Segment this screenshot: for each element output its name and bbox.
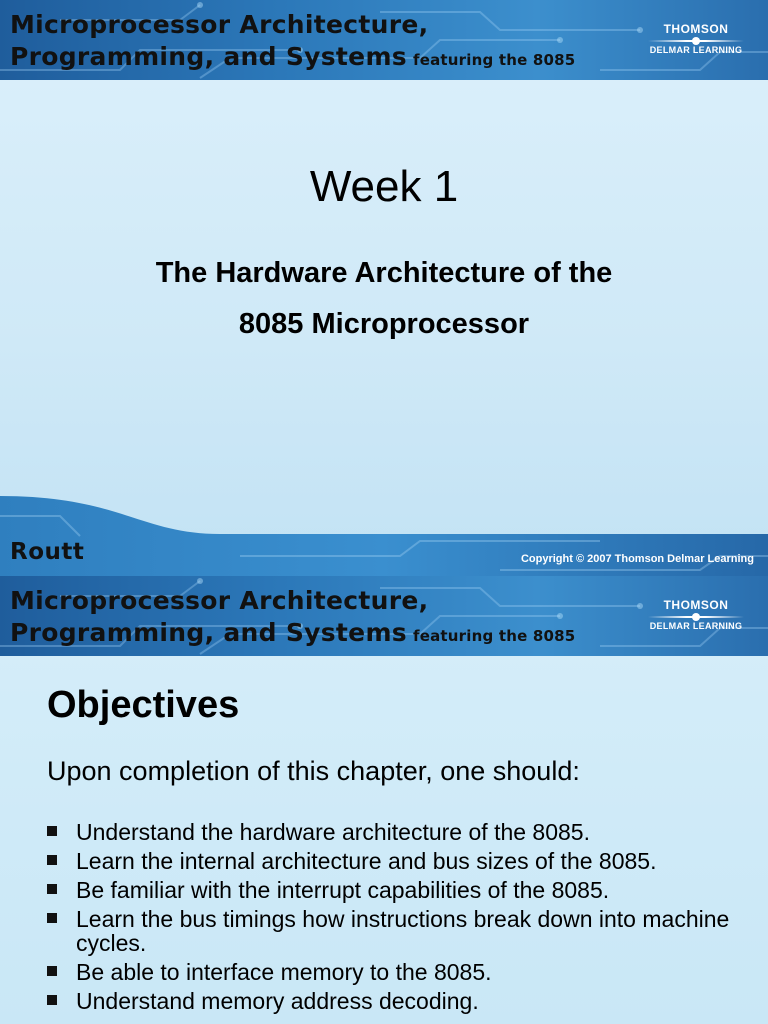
bullet-square-icon [47, 855, 57, 865]
slide-heading: Objectives [47, 684, 240, 726]
footer-copyright: Copyright © 2007 Thomson Delmar Learning [520, 553, 754, 565]
list-item-text: Be able to interface memory to the 8085. [76, 959, 492, 985]
banner-title-main: Programming, and Systems [10, 618, 407, 647]
header-banner [0, 0, 768, 80]
list-item [47, 820, 747, 844]
banner-title-line1: Microprocessor Architecture, [10, 586, 429, 615]
list-item [47, 878, 747, 902]
bullet-square-icon [47, 966, 57, 976]
list-item [47, 989, 747, 1013]
header-banner [0, 576, 768, 656]
bullet-square-icon [47, 913, 57, 923]
banner-title-line2 [10, 618, 575, 647]
list-item-text: Understand the hardware architecture of the 8085. [76, 819, 590, 845]
logo-bottom-text: DELMAR LEARNING [649, 621, 743, 631]
banner-title-featuring: featuring the 8085 [412, 627, 576, 645]
list-item-text: Learn the bus timings how instructions break down into machine cycles. [76, 906, 730, 956]
objectives-slide [0, 576, 768, 1024]
slide-subtitle-line2: 8085 Microprocessor [238, 308, 530, 340]
logo-divider [648, 40, 744, 42]
list-item [47, 960, 747, 984]
banner-title-line2 [10, 42, 575, 71]
banner-title-featuring: featuring the 8085 [412, 51, 576, 69]
objectives-list [47, 820, 747, 1018]
list-item [47, 907, 747, 955]
list-item-text: Learn the internal architecture and bus sizes of the 8085. [76, 848, 657, 874]
week-title: Week 1 [309, 162, 459, 211]
list-item-text: Be familiar with the interrupt capabilities of the 8085. [76, 877, 610, 903]
publisher-logo [648, 22, 744, 55]
logo-top-text: THOMSON [663, 598, 729, 612]
bullet-square-icon [47, 826, 57, 836]
list-item-text: Understand memory address decoding. [76, 988, 479, 1014]
intro-text: Upon completion of this chapter, one should: [47, 756, 580, 786]
footer-band [0, 496, 768, 576]
footer-author: Routt [10, 539, 85, 565]
slide-subtitle-line1: The Hardware Architecture of the [155, 257, 613, 289]
logo-top-text: THOMSON [663, 22, 729, 36]
list-item [47, 849, 747, 873]
banner-title-main: Programming, and Systems [10, 42, 407, 71]
bullet-square-icon [47, 884, 57, 894]
bullet-square-icon [47, 995, 57, 1005]
logo-bottom-text: DELMAR LEARNING [649, 45, 743, 55]
logo-divider [648, 616, 744, 618]
publisher-logo [648, 598, 744, 631]
banner-title-line1: Microprocessor Architecture, [10, 10, 429, 39]
